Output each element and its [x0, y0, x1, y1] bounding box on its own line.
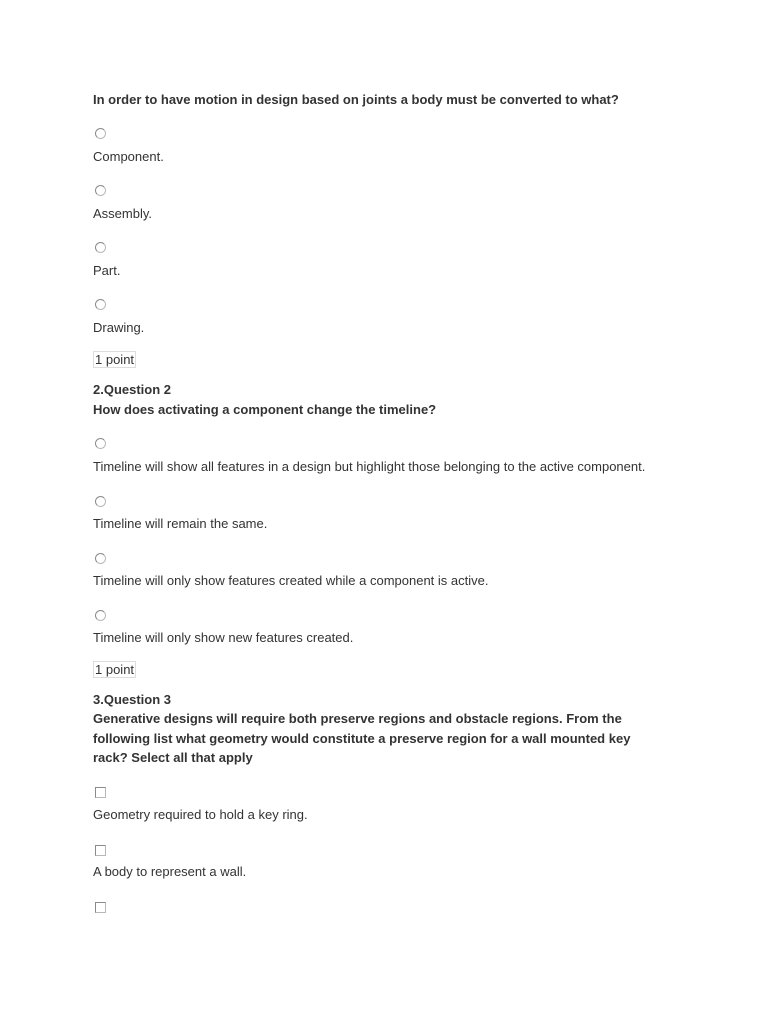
question-1-option-1-radio[interactable] [95, 128, 106, 139]
question-2-text: How does activating a component change the timeline? [93, 402, 437, 417]
question-2-option-2-label: Timeline will remain the same. [93, 516, 268, 531]
question-1-option-4-label: Drawing. [93, 320, 145, 335]
question-1-text: In order to have motion in design based on joints a body must be converted to what? [93, 92, 619, 107]
question-3-option-2-label: A body to represent a wall. [93, 864, 247, 879]
question-2-option-1-label: Timeline will show all features in a design but highlight those belonging to the active component. [93, 459, 646, 474]
question-1-option-3-label: Part. [93, 263, 121, 278]
question-3-option-1-checkbox[interactable] [95, 787, 106, 798]
question-2-option-1-radio[interactable] [95, 438, 106, 449]
question-3-option-2-checkbox[interactable] [95, 845, 106, 856]
question-2-option-4-label: Timeline will only show new features created. [93, 630, 354, 645]
question-2-option-3-radio[interactable] [95, 553, 106, 564]
question-2-option-4-radio[interactable] [95, 610, 106, 621]
question-3-option-1-label: Geometry required to hold a key ring. [93, 807, 308, 822]
question-3-number: 3.Question 3 [93, 692, 172, 707]
question-2-points-badge: 1 point [95, 662, 135, 677]
question-2-number: 2.Question 2 [93, 382, 172, 397]
question-1-option-2-label: Assembly. [93, 206, 152, 221]
question-1-option-3-radio[interactable] [95, 242, 106, 253]
question-3-text: Generative designs will require both preserve regions and obstacle regions. From the following list what geometry would constitute a preserve region for a wall mounted key rack? Select all that apply [93, 711, 631, 765]
question-3-option-3-checkbox[interactable] [95, 902, 106, 913]
question-1-option-4-radio[interactable] [95, 299, 106, 310]
question-1-option-1-label: Component. [93, 149, 164, 164]
question-1-option-2-radio[interactable] [95, 185, 106, 196]
question-1-points-badge: 1 point [95, 352, 135, 367]
question-2-option-3-label: Timeline will only show features created while a component is active. [93, 573, 489, 588]
question-2-option-2-radio[interactable] [95, 496, 106, 507]
